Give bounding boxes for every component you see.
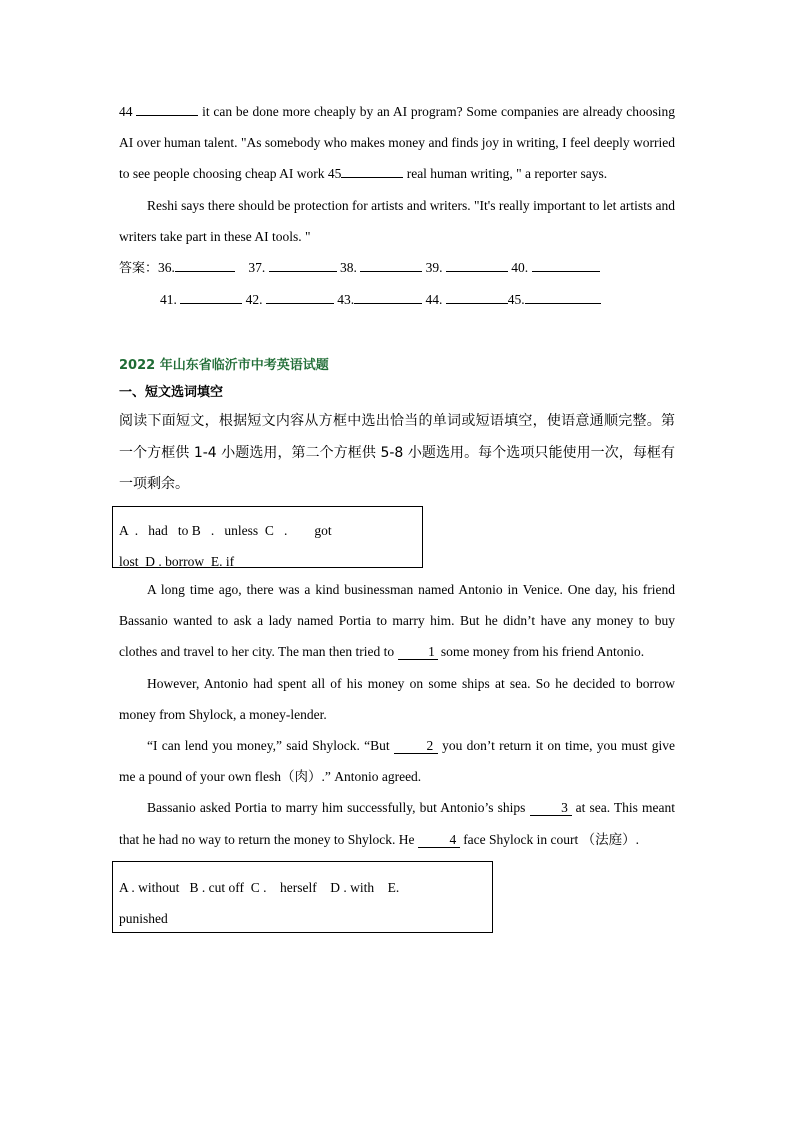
story-paragraph-1 [119,574,675,668]
word-box-line: A . without B . cut off C . herself D . with E. [119,879,400,895]
answer-blank [180,289,242,304]
answer-blank [532,257,600,272]
story-text: A long time ago, there was a kind businessman named Antonio in Venice. One day, his friend Bassanio wanted to ask a lady named Portia to marry him. But he didn’t have any money to buy clothes and travel to her city. The man then tried to [119,582,675,660]
answer-number: 37. [248,260,266,276]
exam-title: 2022 年山东省临沂市中考英语试题 [119,358,329,374]
answer-blank [446,257,508,272]
word-box-line: punished [119,910,168,926]
answer-blank [266,289,334,304]
answer-blank [354,289,422,304]
answer-number: 38. [340,260,357,276]
instructions: 阅读下面短文，根据短文内容从方框中选出恰当的单词或短语填空，使语意通顺完整。第一个方框供 1-4 小题选用，第二个方框供 5-8 小题选用。每个选项只能使用一次，每框有一项剩余。 [119,413,675,492]
question-number-44: 44 [119,104,133,119]
story-text: face Shylock in court （法庭）. [463,831,640,847]
answer-number: 36. [158,260,175,276]
answer-number: 41. [160,292,177,308]
story-text: some money from his friend Antonio. [440,644,645,660]
answer-blank [341,163,403,178]
answer-blank [136,101,198,116]
answers-label: 答案： [119,261,159,277]
passage-text: it can be done more cheaply by an AI program? Some companies are already choosing AI over human talent. "As somebody who makes money and finds joy in writing, I feel deeply worried to see people choosing cheap AI work 45 [119,104,675,182]
answer-number: 39. [425,260,443,276]
answer-blank [446,289,508,304]
passage-paragraph-2: Reshi says there should be protection for artists and writers. "It's really important to let artists and writers take part in these AI tools. " [119,197,675,244]
answer-number: 40. [511,260,529,276]
word-box-line: A . had to B . unless C . got [119,523,332,539]
document-page [119,96,675,939]
story-paragraph-4 [119,792,675,854]
answer-blank [269,257,337,272]
blank-1: 1 [398,644,438,660]
blank-4: 4 [418,832,460,848]
answer-blank [525,289,601,304]
story-text: Bassanio asked Portia to marry him successfully, but Antonio’s ships [147,800,526,816]
answer-number: 42. [245,292,263,308]
word-box-line: lost D . borrow E. if [119,554,235,570]
passage-text: real human writing, " a reporter says. [406,166,608,182]
answers-row-2 [119,284,675,315]
answers-row-1 [119,252,675,284]
answer-number: 43. [337,292,355,308]
story-text: you don’t return it on time, you must give me a pound of your own flesh（肉）.” Antonio agreed. [119,738,676,785]
word-box-2 [112,861,493,933]
word-box-1 [112,506,423,568]
answer-blank [360,257,422,272]
passage-paragraph-1 [119,96,675,190]
story-paragraph-3 [119,730,675,792]
answer-blank [175,257,235,272]
blank-2: 2 [394,738,438,754]
section-heading: 一、短文选词填空 [119,385,224,401]
blank-3: 3 [530,800,572,816]
answer-number: 45. [507,292,525,308]
answer-number: 44. [425,292,443,308]
story-text: at sea. This meant that he had no way to return the money to Shylock. He [119,800,676,847]
story-paragraph-2: However, Antonio had spent all of his money on some ships at sea. So he decided to borrow money from Shylock, a money-lender. [119,675,675,722]
story-text: “I can lend you money,” said Shylock. “But [147,738,390,754]
